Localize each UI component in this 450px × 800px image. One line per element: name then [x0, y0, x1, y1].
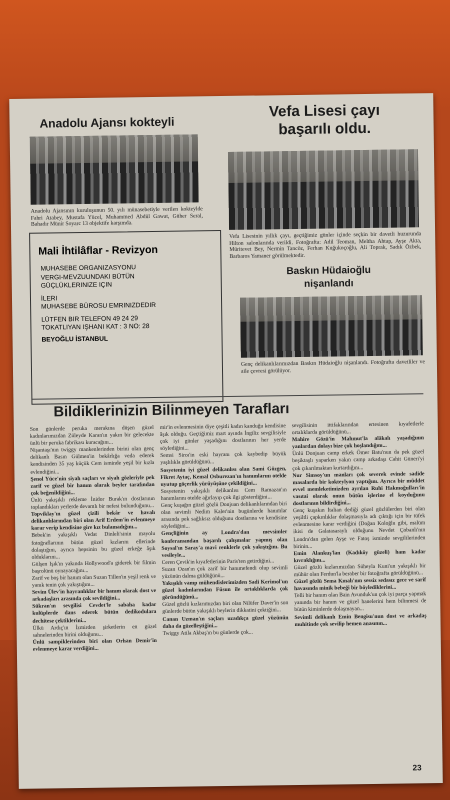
magazine-page: [9, 93, 443, 789]
vefa-title-line2: başarılı oldu.: [278, 119, 372, 139]
col3-item: sevgilisinin ittifaklarından ertesinen kıyafetlerle ortalıklarda görüldüğünü...: [291, 421, 424, 437]
col3-item: Nur Simsoy'un manları çok severek evinde sadide masalarda bir kokteylyon yaptığını. Ayrıca bir müddet evvel memleketimizden ayrılan Ruhi Hakmoğulları'in vasıtai olarak onun bütün işlerine el koyduğunu dostlarının bildirdiğini...: [292, 470, 425, 508]
col1-item: Ünlü sampiklerinden biri olan Orhan Demir'in evlenmeye karar verdiğini...: [32, 637, 157, 653]
col2-item: Semsi Siroı'in eski hayranı çok kaybedip büyük yaşlılıkla görüldüğünü...: [160, 451, 287, 467]
col3-item: Sevimli delikanlı Emin Bengisu'nun dost ve arkadaş muhitinde çok sevilip hemen anasının...: [294, 612, 427, 628]
mali-ad-box: [29, 230, 223, 405]
col2-item: Suzan Ozan'ın çok zarif bir hanımefendi olup sevimli yüzünün dalma güldüğünü...: [161, 565, 288, 580]
article-column-3: [292, 421, 429, 763]
anadolu-photo: [30, 134, 199, 204]
mali-title: Mali İhtilâflar - Revizyon: [38, 243, 159, 258]
col1-item: Şenol Yüce'nin siyah saçları ve siyah gözleriyle pek zarif ve güzel bir hanım olarak beyler tarafından çok beğenildiğini...: [30, 474, 155, 497]
col3-item: Genç kuşakın İtalian dediği güzel gözlülerden biri olan yeşiltli çapkınlıklar dolaşmasıyla adı çıktığı için bir tüfek evlenmesine karar verdiğini (Doğan Koloğlu gibi, malüm ikisi de Galatasaraylı olduğunu Nevdet Çobanlı'nın Londra'dan gelen Ayşe ve Fatoş isminde sevgililerinden birinin...: [292, 506, 426, 550]
col3-item: Mahire Gözü'in Mahmut'la alâkalı yaşadığının yanlardan dolayı bize çok hoşlandığını...: [291, 435, 425, 451]
vefa-title: [224, 101, 424, 140]
vefa-title-line1: Vefa Lisesi çayı: [268, 101, 380, 121]
baskin-photo: [240, 295, 423, 358]
col2-item: Yakışıklı vamp mühendislerimizden Sadi Kerimol'un güzel kadınlarından Füsun ile ortaklıklarda çok göründüğünü...: [161, 579, 289, 602]
mali-line-4: İLERI: [40, 294, 58, 303]
col1-item: Gülşen Işık'ın yakında Hollywood'a giderek bir filmin başrolünü oynayacağını...: [31, 559, 156, 575]
mali-line-8: BEYOĞLU İSTANBUL: [41, 335, 108, 344]
col2-item: Güzel gözlü kızlarımızdan biri olan Nilüfer Daver'in son günlerde bütün yakışıklı beylerin dikkatini çektiğini...: [162, 600, 289, 616]
article-title: Bildiklerinizin Bilinmeyen Tarafları: [53, 401, 290, 421]
mali-line-6: LÜTFEN BIR TELEFON 49 24 29: [41, 314, 139, 324]
col2-item: Sosyetenin iyi güzel delikanlısı olan Sami Gözgen, Fikret Aytaç, Kemal Osburezan'ın hanımlarını otelde uyutup göçerlik yürüyüşüne çekildiğini...: [160, 465, 287, 488]
mali-line-7: TOKATLIYAN IŞHANI KAT : 3 NO: 28: [41, 323, 150, 332]
col2-item: Gençliğinin ay Londra'dan mevsimler konferansından başarılı çalışmalar yapmış olan Soysal'ın Saray'a mavi renklerle çok yakıştığını. Bu vesileyle...: [161, 529, 288, 559]
col3-item: Güzel gözlü kızlarımızdan Süheyla Kuni'un yakışıklı bir mühür olan Ferdun'la beraber bir fotoğrafta görüldüğünü...: [293, 563, 426, 579]
col2-item: Canan Uzman'ın saçları uzadıkça güzel yüzünün daha da güzelleştiğini...: [162, 614, 289, 630]
baskin-title: [244, 263, 414, 291]
baskin-caption: Genç delikanlılarımızdan Baskın Hüdaioğlu nişanlandı. Fotoğrafta davetliler ve aile çevresi görülüyor.: [240, 359, 425, 375]
col2-item: mir'in evlenmesinin diye çeşitli kadın kanduğu kendisine âşık olduğu. Geçtiğimiz mart ayında İngiliz sevgilisiyle çok iyi günler yaşadığını dostlarının her yerde söylediğini...: [159, 423, 287, 453]
col1-item: Zarif ve boş bir hanım olan Suzan Tillen'in yeşil renk ve yanık tenin çok yakıştığını...: [31, 573, 156, 589]
col3-item: Telli bir hanım olan Bain Avunduk'un çok iyi parça yapmak yanında bir hanım ve güzel hanelerini hem bilinmesi de bütün kiminlerde dolaşmayan...: [294, 591, 427, 614]
mali-line-3: GÜÇLÜKLERINIZE IÇIN: [40, 281, 113, 290]
col1-item: Bebek'in yakışıklı Vedat Dinleli'sinin mayolu fotoğraflarının bütün güzel kızlarını ellerinde dolaştığını, ayrıca hepsinin bu güzel erkeğe âşık olduklarını...: [31, 531, 156, 561]
col3-item: Güzel gözlü Sema Kınalı'nın sessiz sedasız gece ve sarif havasında minik bebeği bir böylediklerini...: [293, 577, 427, 593]
col1-item: Ülkü Ardıç'ın İzmirden şirketlerin en güzel sahnelerinden birini olduğunu...: [32, 623, 157, 639]
col1-item: Sevim Ülev'in hayranlıklar bir hanım olarak dost ve arkadaşları arasında çok sevildiğini...: [32, 588, 157, 603]
anadolu-caption: Anadolu Ajansının kuruluşunun 50. yılı münasebetiyle verilen kokteylde Fahri Atabey, Mustafa Yücel, Muhammed Abdül Gawat, Güher Seral, Bahadır Münir Soyarc 13 objektife karşımda.: [30, 206, 203, 228]
baskin-title-line2: nişanlandı: [304, 278, 354, 290]
col1-item: Ünlü yakışıklı rekleme İnidor Burak'ın dostlarının toplandıkları yerlerde devamlı bir nefesi bulunduğunu...: [30, 495, 155, 511]
col2-item: Genç kuşağın güzel gözlü Donjuan delikanlılarından biri olan sevimli Nedim Kaler'nin bugünlerde hanımlar arasında pek sağlıksız olduğunu dostlarına ve kendisine söylediğini...: [160, 501, 288, 531]
col3-item: Ünlü Donjuan camp erkek Ömer Batu'nun da pek güzel beşiktaşlı yaparken yakın camp arkadaşı Cahit Güneri'yi çok çıkarılmaktan kurtardığını...: [292, 449, 425, 472]
mali-line-1: MUHASEBE ORGANIZASYONU: [40, 264, 136, 273]
col3-item: Emin Alankuş'lan (Kadıköy güzeli) ham kadar kıvraklığını...: [293, 548, 426, 564]
mali-line-2: VERGI-MEVZUUNDAKI BÜTÜN: [40, 272, 135, 282]
mali-line-5: MUHASEBE BÜROSU EMRINIZDEDIR: [41, 301, 157, 311]
vefa-photo: [228, 149, 419, 230]
article-column-2: [160, 423, 291, 775]
baskin-title-line1: Baskın Hüdaioğlu: [286, 264, 371, 278]
col1-item: Sükran'ın sevgilisi Cevdet'le sabaha kadar kulüplerde dans ederek bütün dedikodulara dechitese çektiklerini...: [32, 602, 157, 625]
col2-item: Twiggy Atila Akbaş'ın bu günlerde çok...: [162, 629, 253, 637]
col1-item: Son günlerde peruka merakına düşen güzel kadınlarımızdan Züleyde Karan'ın yakın bir gelecekte ünlü bir peruka fabrikası kuracağını...: [29, 425, 154, 447]
page-number: 23: [412, 763, 422, 773]
anadolu-title: Anadolu Ajansı kokteyli: [39, 114, 175, 131]
vefa-caption: Vefa Lisesinin yıllık çayı, geçtiğimiz günler içinde seçkin bir davetli huzurunda Hilton salonlarında verildi. Fotoğrafta: Adil Teoman, Meltha Ahtap, Ayşe Akta, Müritevet Bey, Nermin Tancöz, Ferhan Kuğukoçoğlu, Ali Toprak, Sadık Özbek, Barbaros Yamaner görülmektedir.: [229, 231, 422, 260]
col2-item: Ceren Çevik'in kıyafetlerinin Paris'ten getirdiğini...: [161, 558, 275, 566]
col1-item: Nişantaşı'nın twiggy mankenlerinden birini olan genç delikanlı Basın Gülmen'in bekârlığa veda ederek kendisinden 35 yaş küçük Cem isminde yeşil bir kızla evlendiğini...: [30, 446, 155, 476]
article-column-1: [30, 425, 159, 777]
col2-item: Sosyetenin yakışıklı delikanlısı Cem Ramazan'ın hanımlarını otelde ağırlayıp çok ilgi gösterdiğini...: [160, 487, 287, 502]
col1-item: Topviklay'ın güzel çizili bekâr ve havalı delikanlılarından biri olan Arif Erdem'in evlenmeye karar verip kendisine gire kız bulamadığını...: [30, 510, 156, 533]
